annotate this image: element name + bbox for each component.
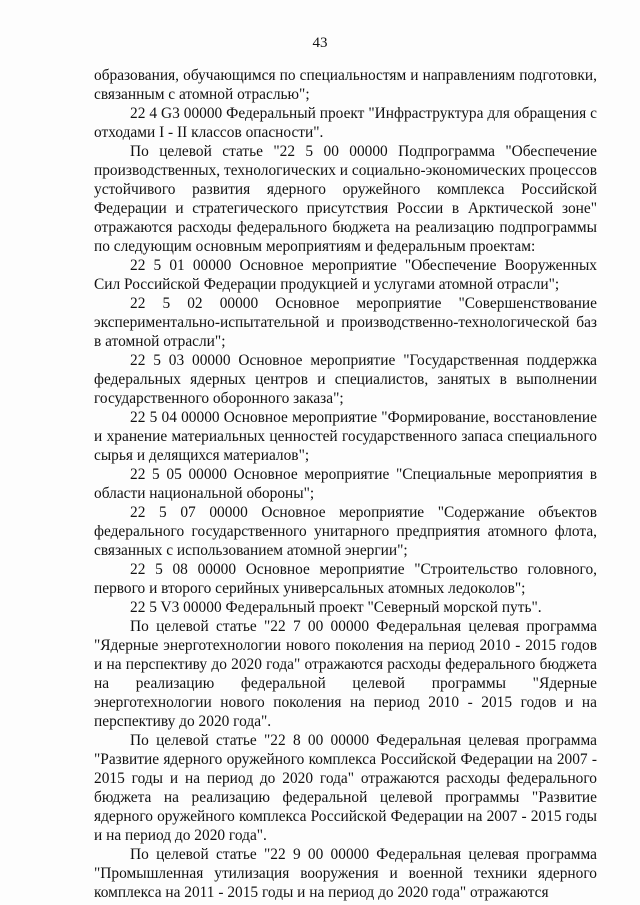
paragraph-22-8: По целевой статье "22 8 00 00000 Федеральная целевая программа "Развитие ядерного оружейного комплекса Российской Федерации на 2007 - 2015 годы и на период до 2020 года" отражаются расходы федерального бюджета на реализацию федеральной целевой программы "Развитие ядерного оружейного комплекса Российской Федерации на 2007 - 2015 годы и на период до 2020 года". <box>94 732 597 844</box>
paragraph-22-5-05: 22 5 05 00000 Основное мероприятие "Специальные мероприятия в области национальной обороны"; <box>94 466 597 502</box>
paragraph-22-4-g3: 22 4 G3 00000 Федеральный проект "Инфраструктура для обращения с отходами I - II классов опасности". <box>94 105 597 141</box>
paragraph-22-9: По целевой статье "22 9 00 00000 Федеральная целевая программа "Промышленная утилизация вооружения и военной техники ядерного комплекса на 2011 - 2015 годы и на период до 2020 года" отражаются <box>94 846 597 901</box>
paragraph-22-5-08: 22 5 08 00000 Основное мероприятие "Строительство головного, первого и второго серийных универсальных атомных ледоколов"; <box>94 561 597 597</box>
paragraph-22-5-07: 22 5 07 00000 Основное мероприятие "Содержание объектов федерального государственного унитарного предприятия атомного флота, связанных с использованием атомной энергии"; <box>94 504 597 559</box>
paragraph-22-7: По целевой статье "22 7 00 00000 Федеральная целевая программа "Ядерные энерготехнологии нового поколения на период 2010 - 2015 годов и на перспективу до 2020 года" отражаются расходы федерального бюджета на реализацию федеральной целевой программы "Ядерные энерготехнологии нового поколения на период 2010 - 2015 годов и на перспективу до 2020 года". <box>94 618 597 730</box>
paragraph-22-5-v3: 22 5 V3 00000 Федеральный проект "Северный морской путь". <box>130 599 542 616</box>
paragraph-continuation: образования, обучающимся по специальностям и направлениям подготовки, связанным с атомной отраслью"; <box>94 67 597 103</box>
page-number: 43 <box>312 35 328 51</box>
document-body <box>94 66 597 902</box>
paragraph-22-5-01: 22 5 01 00000 Основное мероприятие "Обеспечение Вооруженных Сил Российской Федерации продукцией и услугами атомной отрасли"; <box>94 257 597 293</box>
paragraph-22-5-02: 22 5 02 00000 Основное мероприятие "Совершенствование экспериментально-испытательной и производственно-технологической баз в атомной отрасли"; <box>94 295 597 350</box>
paragraph-22-5-intro: По целевой статье "22 5 00 00000 Подпрограмма "Обеспечение производственных, технологических и социально-экономических процессов устойчивого развития ядерного оружейного комплекса Российской Федерации и стратегического присутствия России в Арктической зоне" отражаются расходы федерального бюджета на реализацию подпрограммы по следующим основным мероприятиям и федеральным проектам: <box>94 143 597 255</box>
paragraph-22-5-04: 22 5 04 00000 Основное мероприятие "Формирование, восстановление и хранение материальных ценностей государственного запаса специального сырья и делящихся материалов"; <box>94 409 597 464</box>
paragraph-22-5-03: 22 5 03 00000 Основное мероприятие "Государственная поддержка федеральных ядерных центров и специалистов, занятых в выполнении государственного оборонного заказа"; <box>94 352 597 407</box>
